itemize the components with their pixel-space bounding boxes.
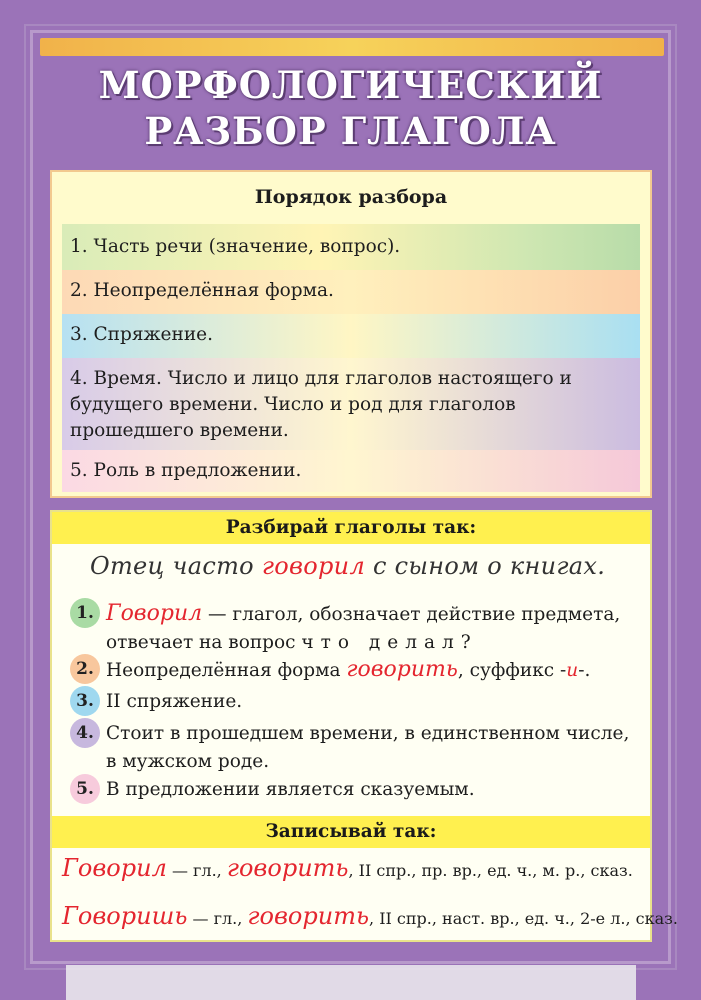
top-decor-bar xyxy=(40,38,664,56)
write-line-1-inf: говорить xyxy=(226,854,349,882)
title-line-1: МОРФОЛОГИЧЕСКИЙ xyxy=(98,63,603,107)
step-1-badge: 1. xyxy=(70,598,100,628)
write-line-1-tail: , II спр., пр. вр., ед. ч., м. р., сказ. xyxy=(348,861,633,880)
write-line-2-inf: говорить xyxy=(247,902,370,930)
step-4-badge: 4. xyxy=(70,718,100,748)
order-panel xyxy=(50,170,652,498)
order-item-4: 4. Время. Число и лицо для глаголов настоящего и будущего времени. Число и род для глаголов прошедшего времени. xyxy=(62,358,640,450)
parse-panel xyxy=(50,510,678,942)
title-line-2: РАЗБОР ГЛАГОЛА xyxy=(144,109,557,153)
step-4 xyxy=(70,720,640,776)
step-1-text: — глагол, обозначает действие предмета, отвечает на вопрос xyxy=(106,604,621,653)
step-2-badge: 2. xyxy=(70,654,100,684)
step-1-word: Говорил xyxy=(106,601,203,626)
step-2-suffix: и xyxy=(566,660,579,681)
write-heading: Записывай так: xyxy=(52,816,650,848)
step-3-text: II спряжение. xyxy=(106,691,243,712)
parse-heading: Разбирай глаголы так: xyxy=(52,512,650,544)
write-line-2-word: Говоришь xyxy=(62,902,188,930)
step-2 xyxy=(70,656,640,685)
example-verb: говорил xyxy=(261,552,366,580)
write-line-2-mid: — гл., xyxy=(187,909,248,928)
step-5-badge: 5. xyxy=(70,774,100,804)
step-2-suffix-post: -. xyxy=(578,660,591,681)
step-1 xyxy=(70,600,640,657)
step-2-word: говорить xyxy=(346,657,458,682)
example-after: с сыном о книгах. xyxy=(365,552,606,580)
example-sentence xyxy=(90,552,605,580)
step-5-text: В предложении является сказуемым. xyxy=(106,779,475,800)
step-2-suffix-pre: , суффикс - xyxy=(457,660,567,681)
step-2-text: Неопределённая форма xyxy=(106,660,347,681)
order-item-2: 2. Неопределённая форма. xyxy=(62,270,640,314)
step-5 xyxy=(70,776,640,804)
write-line-1-mid: — гл., xyxy=(166,861,227,880)
write-line-1 xyxy=(62,854,647,882)
step-3-badge: 3. xyxy=(70,686,100,716)
bottom-scan-strip xyxy=(66,965,636,1000)
page-title xyxy=(0,62,701,154)
step-4-text: Стоит в прошедшем времени, в единственном числе, в мужском роде. xyxy=(106,723,630,772)
step-3 xyxy=(70,688,640,716)
order-item-5: 5. Роль в предложении. xyxy=(62,450,640,492)
example-before: Отец часто xyxy=(90,552,262,580)
write-line-2-tail: , II спр., наст. вр., ед. ч., 2-е л., сказ. xyxy=(369,909,678,928)
order-item-3: 3. Спряжение. xyxy=(62,314,640,358)
order-item-1: 1. Часть речи (значение, вопрос). xyxy=(62,224,640,270)
write-line-1-word: Говорил xyxy=(62,854,167,882)
write-line-2 xyxy=(62,902,678,930)
order-heading: Порядок разбора xyxy=(254,186,448,208)
step-1-question: что делал? xyxy=(301,632,478,653)
